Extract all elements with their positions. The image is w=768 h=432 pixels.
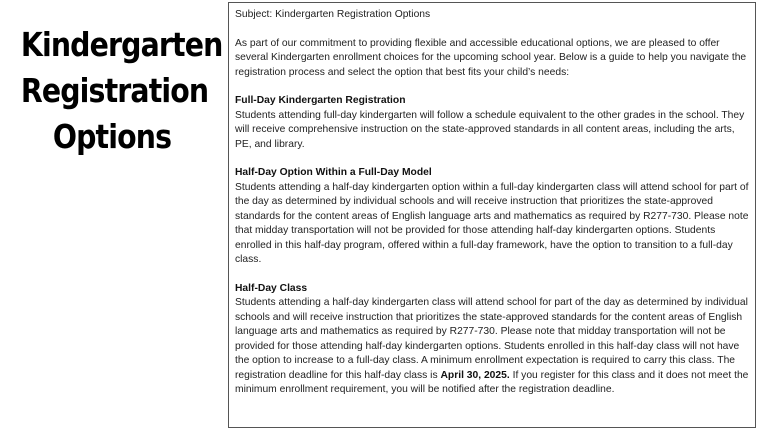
title-line-3: Options <box>52 117 172 156</box>
section-half-day-class <box>235 282 749 398</box>
document-panel <box>228 2 756 428</box>
section-full-day <box>235 94 749 152</box>
body-text-before: Students attending a half-day kindergarten class will attend school for part of the day as determined by individual schools and will receive instruction that prioritizes the state-approved standards for the content areas of English language arts and mathematics as required by R277-730. Please note that midday transportation will not be provided for those attending half-day kindergarten options. Students enrolled in this half-day class will not have the option to increase to a full-day class. A minimum enrollment expectation is required to carry this class. The registration deadline for this half-day class is <box>235 297 748 381</box>
section-body: Students attending a half-day kindergarten option within a full-day kindergarten class will attend school for part of the day as determined by individual schools and will receive instruction that prioritizes the state-approved standards for the content areas of English language arts and mathematics as required by R277-730. Please note that midday transportation will not be provided for those attending half-day kindergarten options. Students enrolled in this half-day program, offered within a full-day framework, have the option to transition to a full-day class. <box>235 181 749 265</box>
registration-deadline: April 30, 2025. <box>440 369 510 381</box>
section-heading: Half-Day Class <box>235 282 308 294</box>
subject-line: Subject: Kindergarten Registration Options <box>235 9 431 20</box>
section-body <box>235 296 749 398</box>
body-text-after: If you register for this class and it does not meet the minimum enrollment requirement, you will be notified after the registration deadline. <box>235 369 749 395</box>
intro-paragraph: As part of our commitment to providing flexible and accessible educational options, we are pleased to offer several Kindergarten enrollment choices for the upcoming school year. Below is a guide to help you navigate the registration process and select the option that best fits your child’s needs: <box>235 37 747 78</box>
title-line-1: Kindergarten <box>20 25 223 64</box>
section-heading: Full-Day Kindergarten Registration <box>235 95 406 106</box>
section-body: Students attending full-day kindergarten will follow a schedule equivalent to the other grades in the school. They will receive comprehensive instruction on the state-approved standards in all content areas, including the arts, PE, and library. <box>235 109 745 150</box>
page-title <box>20 22 223 160</box>
title-line-2: Registration <box>20 71 209 110</box>
section-half-day-option <box>235 166 749 268</box>
section-heading: Half-Day Option Within a Full-Day Model <box>235 167 432 178</box>
